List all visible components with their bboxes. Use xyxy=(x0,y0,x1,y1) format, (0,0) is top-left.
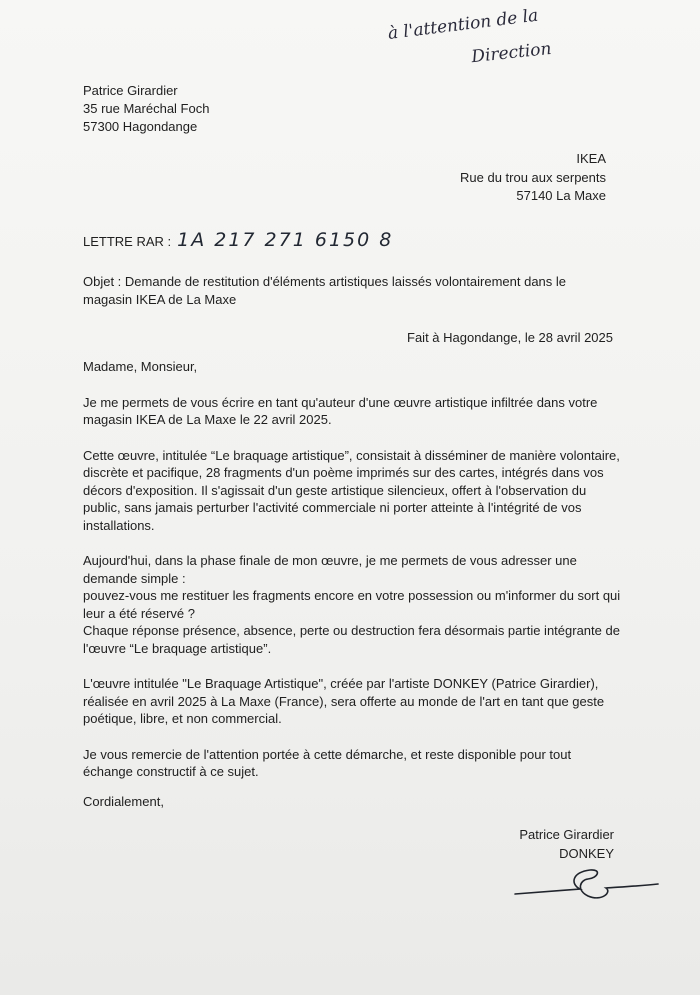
paragraph-2: Cette œuvre, intitulée “Le braquage artistique”, consistait à disséminer de manière volontaire, discrète et pacifique, 28 fragments d'un poème imprimés sur des cartes, intégrés dans vos décors d'exposition. Il s'agissait d'un geste artistique silencieux, offert à l'observation du public, sans jamais perturber l'activité commerciale ni porter atteinte à l'intégrité de vos installations. xyxy=(83,447,620,533)
paragraph-4: L'œuvre intitulée "Le Braquage Artistique", créée par l'artiste DONKEY (Patrice Girardier), réalisée en avril 2025 à La Maxe (France), sera offerte au monde de l'art en tant que geste poétique, libre, et non commercial. xyxy=(83,676,605,726)
paragraph-5: Je vous remercie de l'attention portée à cette démarche, et reste disponible pour tout échange constructif à ce sujet. xyxy=(83,746,572,779)
place-date: Fait à Hagondange, le 28 avril 2025 xyxy=(407,330,613,345)
recipient-name: IKEA xyxy=(576,151,606,166)
recipient-city: 57140 La Maxe xyxy=(516,188,606,203)
letter-object: Objet : Demande de restitution d'éléments artistiques laissés volontairement dans le magasin IKEA de La Maxe xyxy=(83,274,567,307)
sender-street: 35 rue Maréchal Foch xyxy=(83,101,210,116)
letter-body xyxy=(83,358,623,799)
sender-address xyxy=(83,82,209,136)
greeting: Madame, Monsieur, xyxy=(83,359,198,374)
handwritten-signature xyxy=(510,862,660,912)
registered-mail-line xyxy=(83,229,394,251)
paragraph-3: Aujourd'hui, dans la phase finale de mon œuvre, je me permets de vous adresser une demande simple : pouvez-vous me restituer les fragments encore en votre possession ou m'informer du sort qui leur a été réservé ? Chaque réponse présence, absence, perte ou destruction fera désormais partie intégrante de l'œuvre “Le braquage artistique”. xyxy=(83,553,621,656)
recipient-address xyxy=(460,150,606,206)
handwritten-note xyxy=(386,5,638,88)
handwritten-note-line2: Direction xyxy=(470,38,553,68)
sender-city: 57300 Hagondange xyxy=(83,119,198,134)
handwritten-note-line1: à l'attention de la xyxy=(386,5,540,44)
sender-name: Patrice Girardier xyxy=(83,83,178,98)
recipient-street: Rue du trou aux serpents xyxy=(460,169,606,185)
paragraph-1: Je me permets de vous écrire en tant qu'auteur d'une œuvre artistique infiltrée dans votre magasin IKEA de La Maxe le 22 avril 2025. xyxy=(83,394,598,427)
registered-mail-number: 1A 217 271 6150 8 xyxy=(177,229,394,251)
registered-mail-label: LETTRE RAR : xyxy=(83,234,172,249)
signature-alias: DONKEY xyxy=(559,845,614,861)
closing: Cordialement, xyxy=(83,794,164,809)
signature-name: Patrice Girardier xyxy=(519,827,614,842)
signature-block xyxy=(519,826,614,863)
